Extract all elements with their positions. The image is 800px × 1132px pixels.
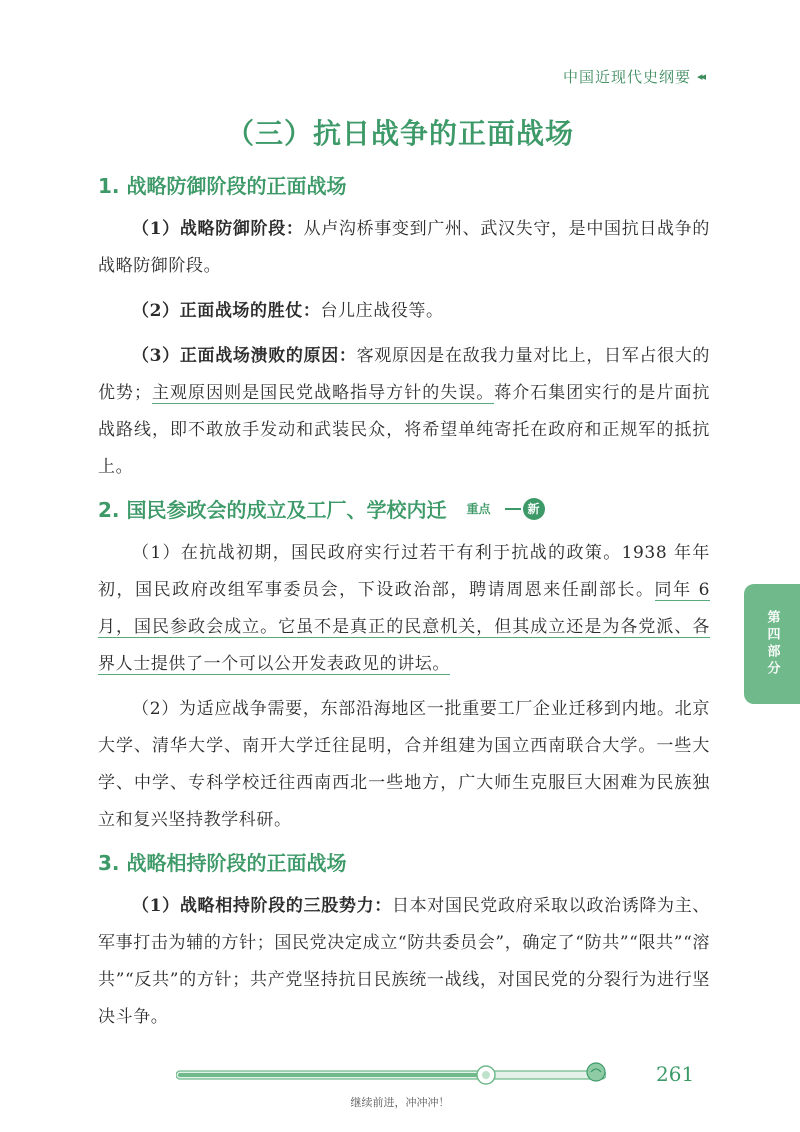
paragraph-text: 蒋介石集团实行的是片面抗战路线，即不敢放手发动和武装民众，将希望单纯寄托在政府和正规军的抵抗上。: [98, 383, 710, 477]
part-side-tab: 第四部分: [744, 584, 800, 704]
term-label: （1）战略防御阶段：: [132, 219, 304, 239]
paragraph: [98, 691, 710, 839]
section-heading-3: [98, 847, 710, 876]
page-title: （三）抗日战争的正面战场: [225, 117, 574, 150]
paragraph-text: （2）为适应战争需要，东部沿海地区一批重要工厂企业迁移到内地。北京大学、清华大学、南开大学迁往昆明，合并组建为国立西南联合大学。一些大学、中学、专科学校迁往西南西北一些地方，广大师生克服巨大困难为民族独立和复兴坚持教学科研。: [98, 699, 710, 830]
section-heading-2: [98, 494, 710, 523]
double-arrow-icon: ◂◂: [696, 70, 704, 83]
footer-slogan: 继续前进，冲冲冲！: [350, 1096, 450, 1109]
key-point-tag: 重点: [466, 502, 491, 516]
running-header: [563, 66, 704, 87]
paragraph: [98, 293, 710, 330]
progress-bar-decoration: [176, 1062, 606, 1086]
section-heading-text: 1. 战略防御阶段的正面战场: [98, 174, 347, 198]
term-label: （3）正面战场溃败的原因：: [132, 346, 357, 366]
paragraph: [98, 535, 710, 683]
new-badge: 新: [523, 498, 545, 520]
book-title: 中国近现代史纲要: [562, 68, 691, 86]
paragraph-text: （1）在抗战初期，国民政府实行过若干有利于抗战的政策。1938 年年初，国民政府改组军事委员会，下设政治部，聘请周恩来任副部长。: [98, 543, 710, 600]
section-heading-1: [98, 170, 710, 199]
underlined-text: 主观原因则是国民党战略指导方针的失误。: [151, 383, 495, 403]
term-label: （1）战略相持阶段的三股势力：: [132, 896, 392, 916]
paragraph: [98, 888, 710, 1036]
section-heading-text: 3. 战略相持阶段的正面战场: [98, 851, 347, 875]
paragraph: [98, 338, 710, 486]
paragraph-text: 从卢沟桥事变到广州、武汉失守，是中国抗日战争的战略防御阶段。: [98, 219, 710, 276]
term-label: （2）正面战场的胜仗：: [132, 301, 321, 321]
main-content: [98, 170, 710, 1044]
dash-icon: [505, 508, 521, 510]
page-number: 261: [656, 1062, 695, 1086]
paragraph-text: 台儿庄战役等。: [320, 301, 444, 321]
paragraph-text: 客观原因是在敌我力量对比上，日军占很大的优势；: [98, 346, 710, 403]
paragraph-text: 日本对国民党政府采取以政治诱降为主、军事打击为辅的方针；国民党决定成立“防共委员会”，确定了“防共”“限共”“溶共”“反共”的方针；共产党坚持抗日民族统一战线，对国民党的分裂行为进行坚决斗争。: [98, 896, 710, 1027]
new-tag: [505, 498, 545, 520]
section-heading-text: 2. 国民参政会的成立及工厂、学校内迁: [98, 498, 447, 522]
underlined-text: 同年 6 月，国民参政会成立。它虽不是真正的民意机关，但其成立还是为各党派、各界人士提供了一个可以公开发表政见的讲坛。: [98, 580, 711, 674]
paragraph: [98, 211, 710, 285]
